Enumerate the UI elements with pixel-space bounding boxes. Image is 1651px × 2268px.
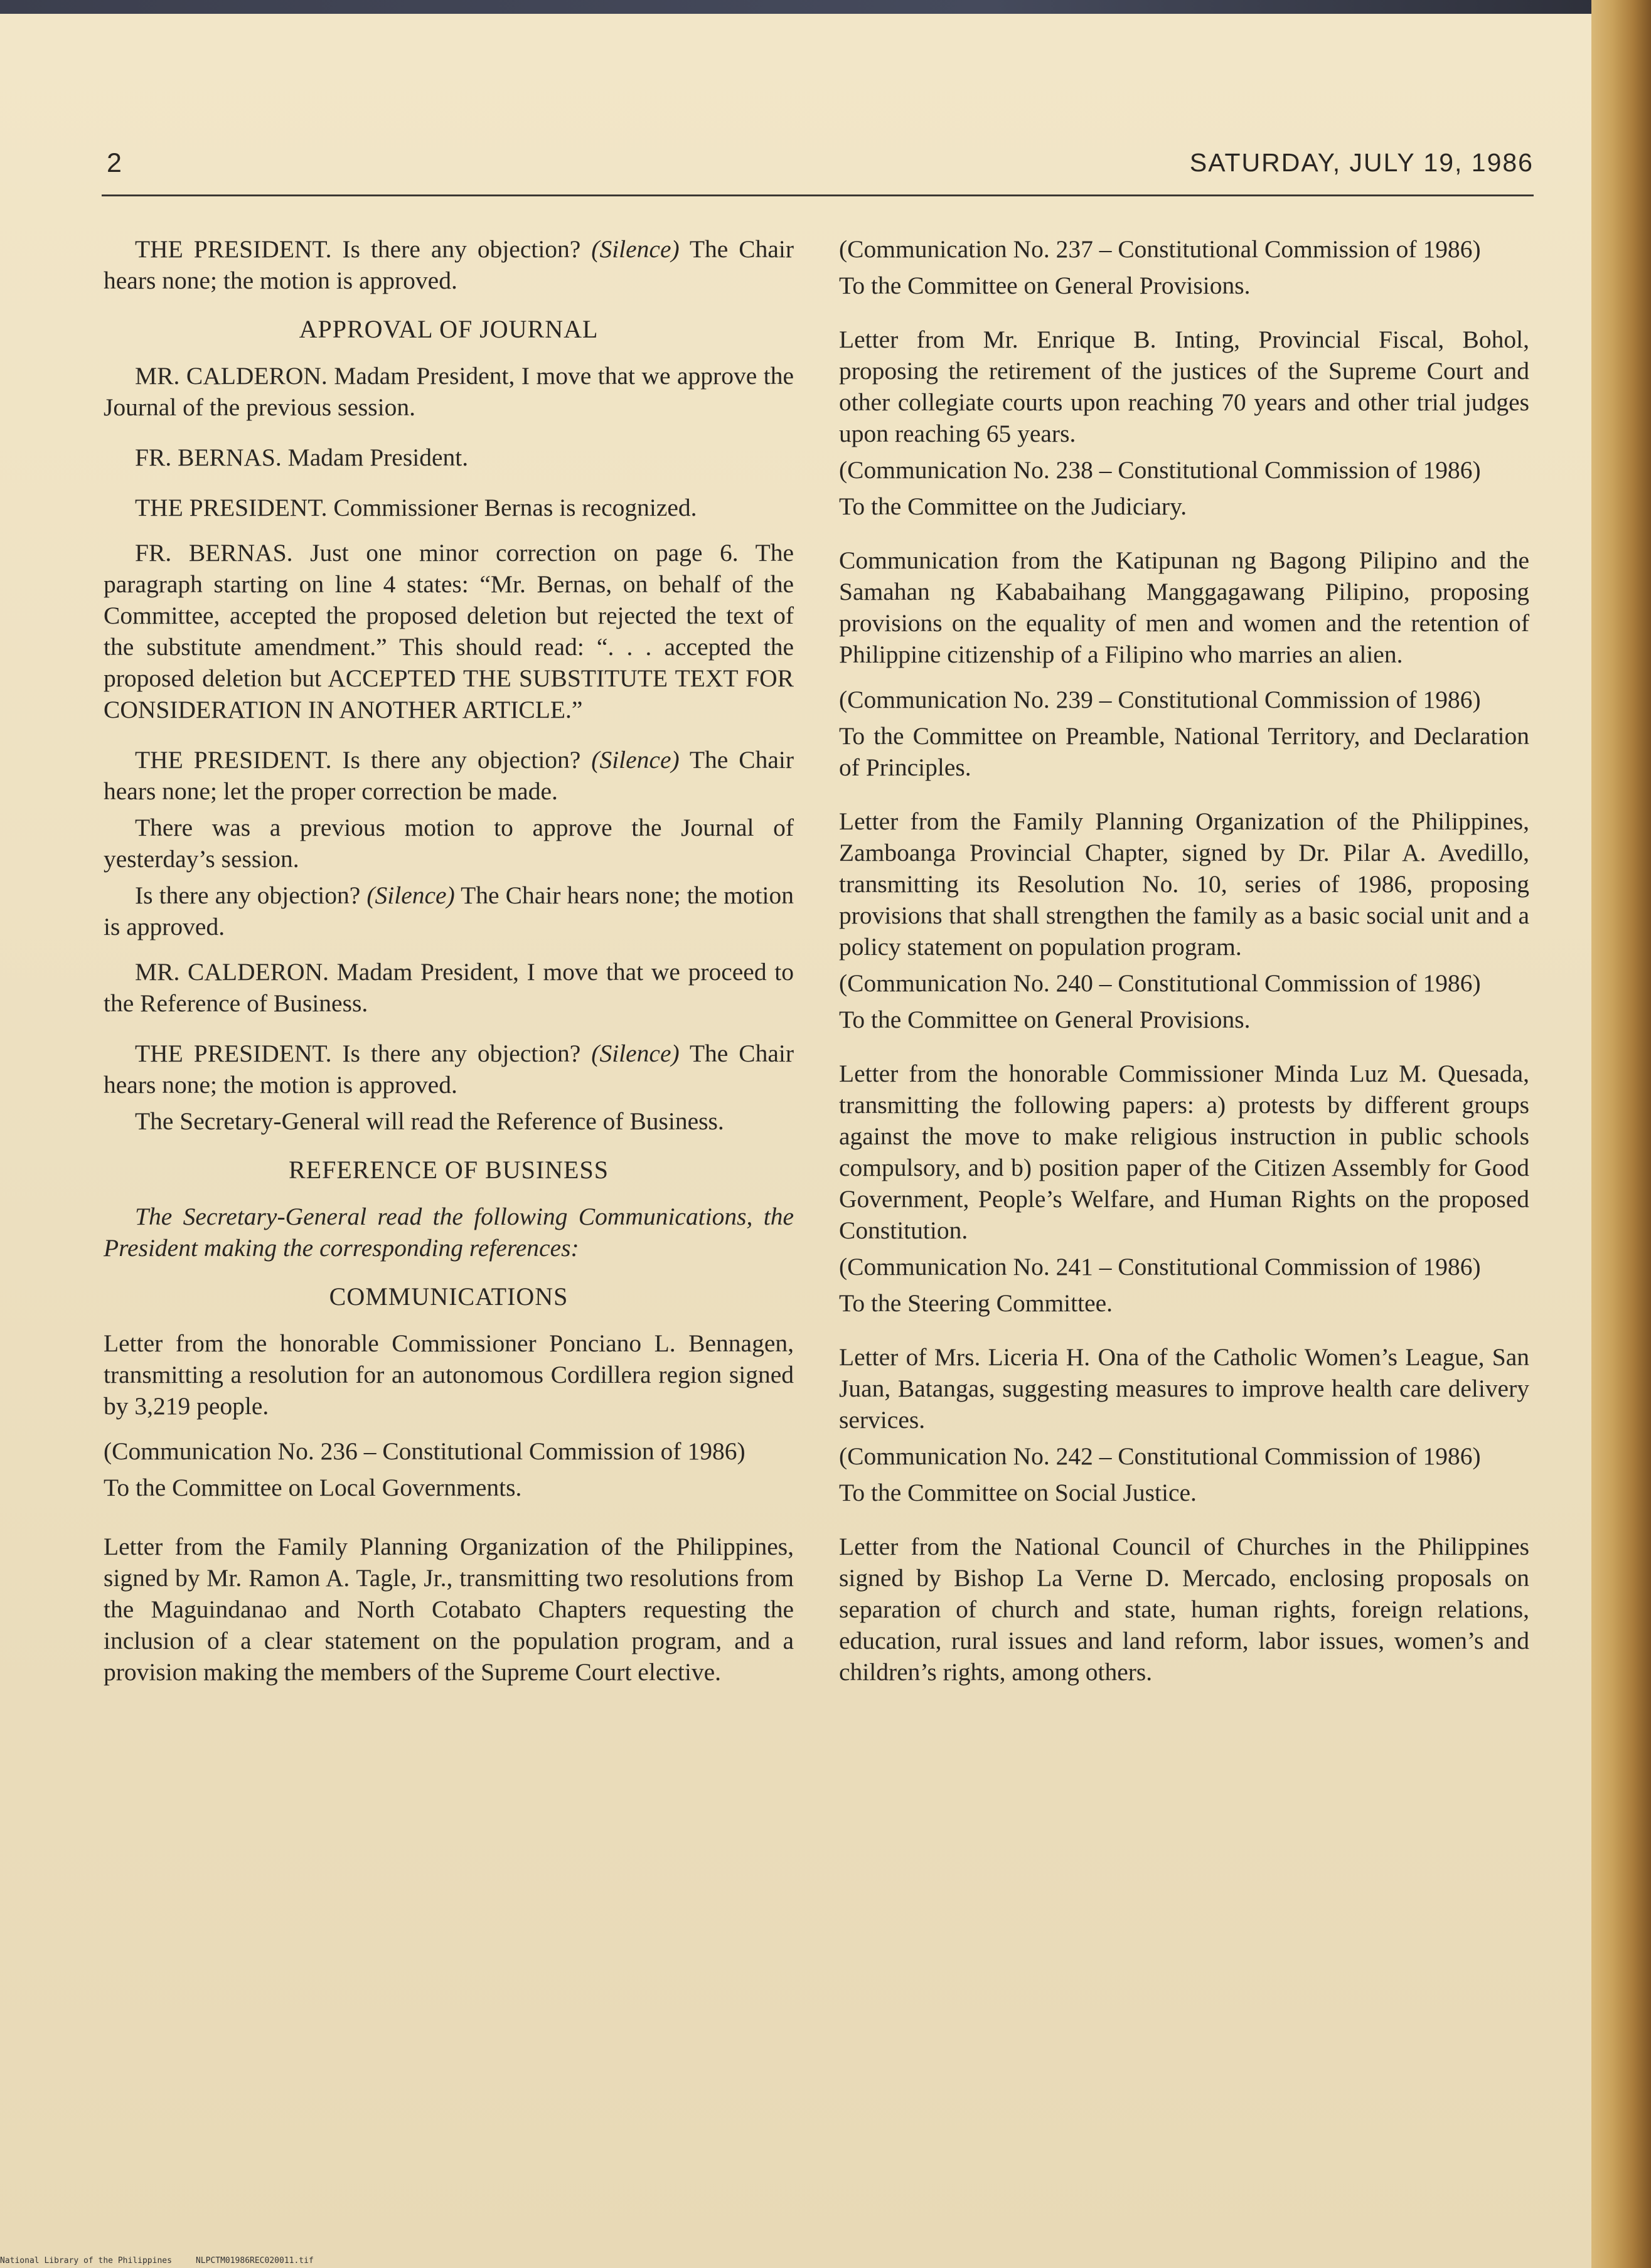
committee-referral: To the Committee on the Judiciary. — [839, 492, 1187, 520]
header-rule — [102, 194, 1534, 196]
scan-footer — [0, 2256, 314, 2265]
communication-number: (Communication No. 238 – Constitutional Commission of 1986) — [839, 456, 1481, 484]
paragraph: The Secretary-General will read the Reference of Business. — [135, 1107, 724, 1135]
committee-referral: To the Steering Committee. — [839, 1289, 1113, 1317]
right-column — [839, 233, 1529, 1701]
silence-note: (Silence) — [591, 235, 680, 263]
paragraph: Is there any objection? (Silence) The Chair hears none; the motion is approved. — [104, 881, 794, 940]
committee-referral: To the Committee on Social Justice. — [839, 1479, 1197, 1506]
book-page-edge — [1591, 0, 1651, 2268]
italic-intro: The Secretary-General read the following Communications, the President making the corresponding references: — [104, 1203, 794, 1262]
letter-paragraph: Letter from Mr. Enrique B. Inting, Provincial Fiscal, Bohol, proposing the retirement of the justices of the Supreme Court and other collegiate courts upon reaching 70 years and other trial judges upon reaching 65 years. — [839, 326, 1529, 447]
page-number: 2 — [107, 148, 122, 178]
letter-paragraph: Letter from the honorable Commissioner Ponciano L. Bennagen, transmitting a resolution for an autonomous Cordillera region signed by 3,219 people. — [104, 1329, 794, 1420]
committee-referral: To the Committee on Local Governments. — [104, 1474, 522, 1501]
section-heading-reference: REFERENCE OF BUSINESS — [289, 1156, 609, 1184]
paragraph: MR. CALDERON. Madam President, I move that we proceed to the Reference of Business. — [104, 958, 794, 1017]
left-column — [104, 233, 794, 1701]
header-date: SATURDAY, JULY 19, 1986 — [1189, 148, 1534, 177]
communication-number: (Communication No. 240 – Constitutional Commission of 1986) — [839, 969, 1481, 997]
section-heading-communications: COMMUNICATIONS — [329, 1282, 569, 1311]
paragraph: THE PRESIDENT. Is there any objection? (Silence) The Chair hears none; the motion is approved. — [104, 1040, 794, 1099]
communication-number: (Communication No. 242 – Constitutional Commission of 1986) — [839, 1442, 1481, 1470]
library-credit: National Library of the Philippines — [0, 2256, 172, 2265]
letter-paragraph: Letter from the Family Planning Organization of the Philippines, Zamboanga Provincial Chapter, signed by Dr. Pilar A. Avedillo, transmitting its Resolution No. 10, series of 1986, proposing provisions that shall strengthen the family as a basic social unit and a policy statement on population program. — [839, 807, 1529, 961]
paragraph: There was a previous motion to approve the Journal of yesterday’s session. — [104, 814, 794, 873]
communication-number: (Communication No. 239 – Constitutional Commission of 1986) — [839, 686, 1481, 713]
silence-note: (Silence) — [591, 1040, 680, 1067]
paragraph: MR. CALDERON. Madam President, I move that we approve the Journal of the previous session. — [104, 362, 794, 421]
paragraph: THE PRESIDENT. Is there any objection? (Silence) The Chair hears none; the motion is approved. — [104, 235, 794, 294]
file-name: NLPCTM01986REC020011.tif — [195, 2256, 314, 2265]
letter-paragraph: Letter from the Family Planning Organization of the Philippines, signed by Mr. Ramon A. Tagle, Jr., transmitting two resolutions from the Maguindanao and North Cotabato Chapters requesting the inclusion of a clear statement on the population program, and a provision making the members of the Supreme Court elective. — [104, 1533, 794, 1686]
communication-number: (Communication No. 241 – Constitutional Commission of 1986) — [839, 1253, 1481, 1280]
silence-note: (Silence) — [591, 746, 680, 774]
communication-number: (Communication No. 237 – Constitutional Commission of 1986) — [839, 235, 1481, 263]
paragraph: FR. BERNAS. Madam President. — [135, 444, 469, 471]
silence-note: (Silence) — [366, 881, 455, 909]
letter-paragraph: Letter from the honorable Commissioner Minda Luz M. Quesada, transmitting the following papers: a) protests by different groups against the move to make religious instruction in public schools compulsory, and b) position paper of the Citizen Assembly for Good Government, People’s Welfare, and Human Rights on the proposed Constitution. — [839, 1060, 1529, 1244]
letter-paragraph: Communication from the Katipunan ng Bagong Pilipino and the Samahan ng Kababaihang Manggagawang Pilipino, proposing provisions on the equality of men and women and the retention of Philippine citizenship of a Filipino who marries an alien. — [839, 546, 1529, 668]
committee-referral: To the Committee on General Provisions. — [839, 272, 1251, 299]
page-header — [102, 139, 1534, 189]
letter-paragraph: Letter from the National Council of Churches in the Philippines signed by Bishop La Verne D. Mercado, enclosing proposals on separation of church and state, human rights, foreign relations, education, rural issues and land reform, labor issues, women’s and children’s rights, among others. — [839, 1533, 1529, 1686]
scan-top-edge — [0, 0, 1651, 14]
paragraph: THE PRESIDENT. Is there any objection? (Silence) The Chair hears none; let the proper correction be made. — [104, 746, 794, 805]
communication-number: (Communication No. 236 – Constitutional Commission of 1986) — [104, 1437, 745, 1465]
letter-paragraph: Letter of Mrs. Liceria H. Ona of the Catholic Women’s League, San Juan, Batangas, suggesting measures to improve health care delivery services. — [839, 1343, 1529, 1434]
paragraph: FR. BERNAS. Just one minor correction on page 6. The paragraph starting on line 4 states: “Mr. Bernas, on behalf of the Committee, accepted the proposed deletion but rejected the text of the substitute amendment.” This should read: “. . . accepted the proposed deletion but ACCEPTED THE SUBSTITUTE TEXT FOR CONSIDERATION IN ANOTHER ARTICLE.” — [104, 539, 794, 723]
section-heading-approval: APPROVAL OF JOURNAL — [299, 315, 599, 343]
paragraph: THE PRESIDENT. Commissioner Bernas is recognized. — [135, 494, 697, 521]
committee-referral: To the Committee on General Provisions. — [839, 1006, 1251, 1033]
committee-referral: To the Committee on Preamble, National Territory, and Declaration of Principles. — [839, 722, 1529, 781]
